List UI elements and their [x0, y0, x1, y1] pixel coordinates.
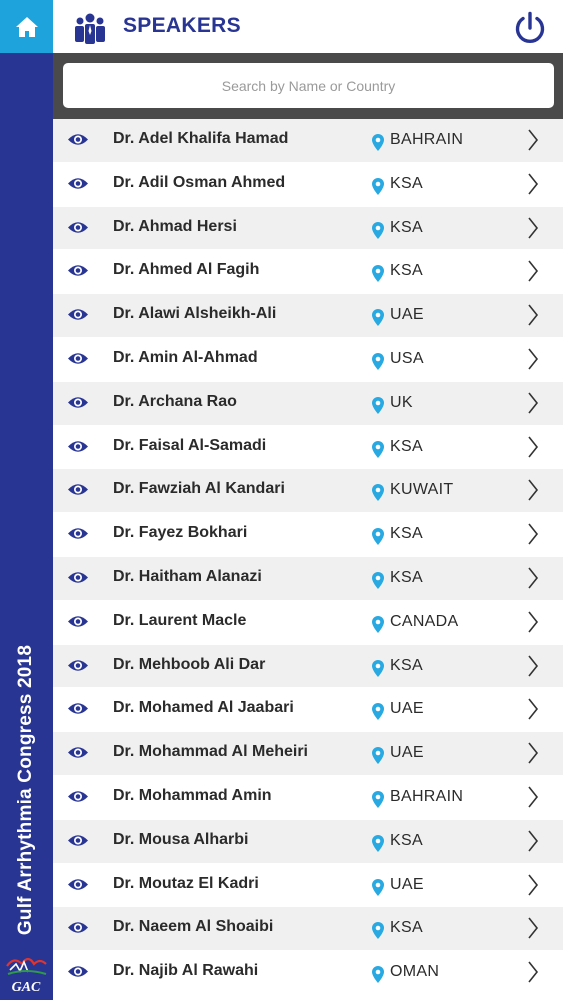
chevron-right-icon[interactable]	[527, 217, 539, 239]
speaker-name: Dr. Fawziah Al Kandari	[113, 480, 285, 498]
location-pin-icon	[372, 966, 384, 983]
location-pin-icon	[372, 922, 384, 939]
speaker-row[interactable]	[53, 557, 563, 601]
congress-title: Gulf Arrhythmia Congress 2018	[15, 644, 36, 936]
chevron-right-icon[interactable]	[527, 479, 539, 501]
eye-icon[interactable]	[67, 439, 89, 454]
speaker-country: KSA	[390, 831, 423, 849]
speaker-name: Dr. Mohammad Al Meheiri	[113, 743, 308, 761]
chevron-right-icon[interactable]	[527, 961, 539, 983]
speaker-country: UAE	[390, 875, 424, 893]
speaker-name: Dr. Adel Khalifa Hamad	[113, 130, 289, 147]
eye-icon[interactable]	[67, 307, 89, 322]
chevron-right-icon[interactable]	[527, 874, 539, 896]
page-title: SPEAKERS	[123, 14, 241, 37]
speaker-name: Dr. Laurent Macle	[113, 611, 247, 629]
speaker-row[interactable]	[53, 601, 563, 645]
gac-logo	[4, 952, 49, 996]
location-pin-icon	[372, 747, 384, 764]
speaker-row[interactable]	[53, 776, 563, 820]
home-icon	[15, 16, 39, 38]
home-button[interactable]	[0, 0, 53, 53]
location-pin-icon	[372, 222, 384, 239]
speaker-country: USA	[390, 349, 424, 367]
location-pin-icon	[372, 879, 384, 896]
speaker-country: KUWAIT	[390, 481, 454, 499]
speaker-country: UAE	[390, 744, 424, 762]
speaker-row[interactable]	[53, 820, 563, 864]
search-input[interactable]	[63, 63, 554, 108]
speaker-country: UAE	[390, 306, 424, 324]
power-icon[interactable]	[513, 11, 547, 45]
eye-icon[interactable]	[67, 220, 89, 235]
location-pin-icon	[372, 265, 384, 282]
chevron-right-icon[interactable]	[527, 655, 539, 677]
location-pin-icon	[372, 660, 384, 677]
speaker-name: Dr. Naeem Al Shoaibi	[113, 918, 274, 936]
eye-icon[interactable]	[67, 132, 89, 147]
speaker-row[interactable]	[53, 250, 563, 294]
eye-icon[interactable]	[67, 526, 89, 541]
speaker-row[interactable]	[53, 645, 563, 689]
speaker-country: OMAN	[390, 963, 440, 981]
location-pin-icon	[372, 441, 384, 458]
speaker-name: Dr. Archana Rao	[113, 392, 237, 410]
eye-icon[interactable]	[67, 877, 89, 892]
chevron-right-icon[interactable]	[527, 348, 539, 370]
speaker-row[interactable]	[53, 469, 563, 513]
speaker-country: KSA	[390, 568, 423, 586]
speaker-row[interactable]	[53, 907, 563, 951]
speaker-row[interactable]	[53, 338, 563, 382]
speaker-row[interactable]	[53, 732, 563, 776]
eye-icon[interactable]	[67, 395, 89, 410]
speaker-country: KSA	[390, 174, 423, 192]
chevron-right-icon[interactable]	[527, 392, 539, 414]
speaker-country: BAHRAIN	[390, 787, 464, 805]
chevron-right-icon[interactable]	[527, 917, 539, 939]
speaker-country: KSA	[390, 656, 423, 674]
eye-icon[interactable]	[67, 701, 89, 716]
search-bar	[53, 53, 563, 119]
eye-icon[interactable]	[67, 482, 89, 497]
eye-icon[interactable]	[67, 920, 89, 935]
chevron-right-icon[interactable]	[527, 830, 539, 852]
chevron-right-icon[interactable]	[527, 611, 539, 633]
speaker-row[interactable]	[53, 163, 563, 207]
sidebar	[0, 0, 53, 1000]
location-pin-icon	[372, 835, 384, 852]
eye-icon[interactable]	[67, 570, 89, 585]
speaker-row[interactable]	[53, 426, 563, 470]
speakers-group-icon	[73, 11, 107, 45]
location-pin-icon	[372, 791, 384, 808]
speaker-name: Dr. Mousa Alharbi	[113, 830, 249, 848]
eye-icon[interactable]	[67, 658, 89, 673]
svg-text:GAC: GAC	[11, 980, 41, 995]
speaker-name: Dr. Adil Osman Ahmed	[113, 173, 286, 191]
chevron-right-icon[interactable]	[527, 786, 539, 808]
eye-icon[interactable]	[67, 176, 89, 191]
location-pin-icon	[372, 703, 384, 720]
speaker-name: Dr. Mohammad Amin	[113, 786, 272, 804]
eye-icon[interactable]	[67, 351, 89, 366]
speaker-country: UK	[390, 393, 413, 411]
speaker-row[interactable]	[53, 951, 563, 995]
speaker-name: Dr. Fayez Bokhari	[113, 524, 248, 542]
location-pin-icon	[372, 572, 384, 589]
speaker-row[interactable]	[53, 688, 563, 732]
speaker-row[interactable]	[53, 294, 563, 338]
chevron-right-icon[interactable]	[527, 260, 539, 282]
speaker-row[interactable]	[53, 207, 563, 251]
location-pin-icon	[372, 484, 384, 501]
speaker-name: Dr. Alawi Alsheikh-Ali	[113, 305, 277, 323]
speaker-country: UAE	[390, 700, 424, 718]
speaker-country: KSA	[390, 262, 423, 280]
eye-icon[interactable]	[67, 263, 89, 278]
speaker-name: Dr. Moutaz El Kadri	[113, 874, 259, 892]
speaker-row[interactable]	[53, 513, 563, 557]
chevron-right-icon[interactable]	[527, 173, 539, 195]
eye-icon[interactable]	[67, 833, 89, 848]
eye-icon[interactable]	[67, 964, 89, 979]
speaker-country: KSA	[390, 218, 423, 236]
eye-icon[interactable]	[67, 789, 89, 804]
location-pin-icon	[372, 309, 384, 326]
location-pin-icon	[372, 353, 384, 370]
speaker-name: Dr. Najib Al Rawahi	[113, 962, 259, 980]
location-pin-icon	[372, 134, 384, 151]
chevron-right-icon[interactable]	[527, 698, 539, 720]
location-pin-icon	[372, 528, 384, 545]
location-pin-icon	[372, 616, 384, 633]
location-pin-icon	[372, 178, 384, 195]
speaker-name: Dr. Faisal Al-Samadi	[113, 436, 267, 454]
speaker-name: Dr. Mehboob Ali Dar	[113, 655, 266, 673]
chevron-right-icon[interactable]	[527, 742, 539, 764]
chevron-right-icon[interactable]	[527, 523, 539, 545]
speaker-name: Dr. Mohamed Al Jaabari	[113, 699, 294, 717]
chevron-right-icon[interactable]	[527, 567, 539, 589]
chevron-right-icon[interactable]	[527, 436, 539, 458]
speaker-country: KSA	[390, 437, 423, 455]
speaker-country: CANADA	[390, 612, 459, 630]
speaker-name: Dr. Amin Al-Ahmad	[113, 348, 258, 366]
eye-icon[interactable]	[67, 745, 89, 760]
speaker-country: BAHRAIN	[390, 131, 464, 148]
speaker-row[interactable]	[53, 382, 563, 426]
top-header	[53, 0, 563, 53]
chevron-right-icon[interactable]	[527, 129, 539, 151]
speaker-name: Dr. Haitham Alanazi	[113, 567, 262, 585]
chevron-right-icon[interactable]	[527, 304, 539, 326]
speaker-country: KSA	[390, 525, 423, 543]
eye-icon[interactable]	[67, 614, 89, 629]
speaker-list	[53, 119, 563, 995]
speaker-name: Dr. Ahmad Hersi	[113, 217, 237, 235]
speaker-row[interactable]	[53, 119, 563, 163]
location-pin-icon	[372, 397, 384, 414]
speaker-country: KSA	[390, 919, 423, 937]
speaker-row[interactable]	[53, 864, 563, 908]
speaker-name: Dr. Ahmed Al Fagih	[113, 261, 260, 279]
